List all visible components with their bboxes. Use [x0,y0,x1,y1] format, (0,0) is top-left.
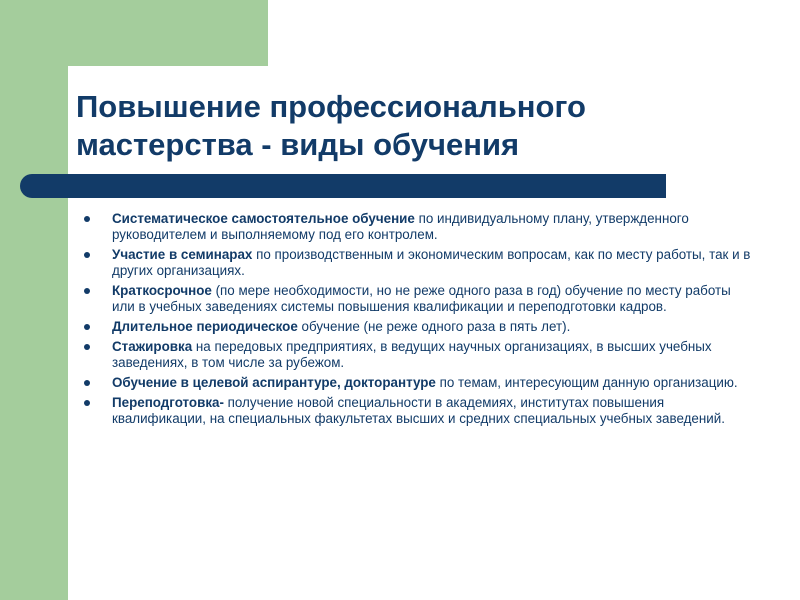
bullet-term: Обучение в целевой аспирантуре, докторантуре [112,375,436,390]
bullet-text: по индивидуальному плану, утвержденного руководителем и выполняемому под его контролем. [112,211,689,242]
bullet-term: Стажировка [112,339,193,354]
bullet-text: получение новой специальности в академиях, институтах повышения квалификации, на специальных факультетах высших и средних специальных учебных заведений. [112,395,725,426]
bullet-dot-icon [84,252,90,258]
bullet-term: Краткосрочное [112,283,212,298]
bullet-text: по темам, интересующим данную организацию. [435,375,738,390]
bullet-dot-icon [84,324,90,330]
bullet-item [84,283,754,315]
bullet-dot-icon [84,380,90,386]
bullet-dot-icon [84,344,90,350]
green-top-band [0,0,268,66]
bullet-list [84,211,754,431]
bullet-item [84,395,754,427]
title-underline-bar [20,174,666,198]
bullet-text: по производственным и экономическим вопросам, как по месту работы, так и в других организациях. [112,247,751,278]
bullet-term: Систематическое самостоятельное обучение [112,211,415,226]
green-side-band [0,0,68,600]
bullet-dot-icon [84,400,90,406]
bullet-text: на передовых предприятиях, в ведущих научных организациях, в высших учебных заведениях, в том числе за рубежом. [112,339,712,370]
bullet-item [84,339,754,371]
bullet-item [84,211,754,243]
bullet-term: Участие в семинарах [112,247,253,262]
bullet-term: Переподготовка- [112,395,224,410]
bullet-term: Длительное периодическое [112,319,298,334]
bullet-item [84,319,754,335]
bullet-text: обучение (не реже одного раза в пять лет). [297,319,571,334]
bullet-item [84,375,754,391]
bullet-text: (по мере необходимости, но не реже одного раза в год) обучение по месту работы или в учебных заведениях системы повышения квалификации и переподготовки кадров. [112,283,731,314]
slide-title: Повышение профессионального мастерства - виды обучения [76,89,586,162]
bullet-dot-icon [84,216,90,222]
bullet-item [84,247,754,279]
bullet-dot-icon [84,288,90,294]
